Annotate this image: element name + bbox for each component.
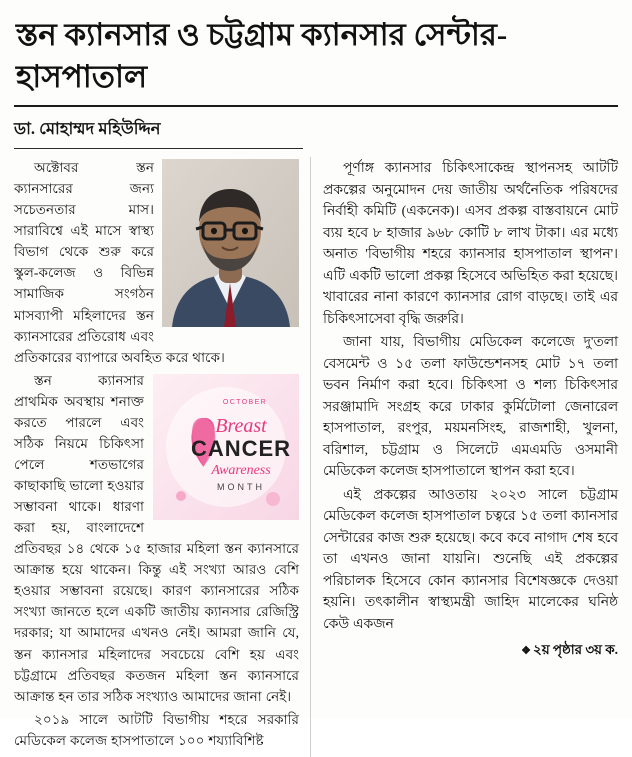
right-paragraph-2: জানা যায়, বিভাগীয় মেডিকেল কলেজে দু'তলা বেসমেন্ট ও ১৫ তলা ফাউন্ডেশনসহ মোট ১৭ তলা ভবন নির্মাণ করা হবে। চিকিৎসা ও শল্য চিকিৎসার সরঞ্জামাদি সংগ্রহ করে ঢাকার কুর্মিটোলা জেনারেল হাসপাতাল, রংপুর, ময়মনসিংহ, রাজশাহী, খুলনা, বরিশাল, চট্টগ্রাম ও সিলেটে এমএমডি ওসমানী মেডিকেল কলেজ হাসপাতালে স্থাপন করা হবে।	[323, 334, 618, 479]
headline-container	[14, 10, 618, 107]
continuation-text: ২য় পৃষ্ঠার ৩য় ক.	[532, 642, 618, 658]
svg-text:Breast: Breast	[215, 414, 267, 437]
right-paragraph-1: পূর্ণাঙ্গ ক্যানসার চিকিৎসাকেন্দ্র স্থাপনসহ আটটি প্রকল্পের অনুমোদন দেয় জাতীয় অর্থনৈতিক পরিষদের নির্বাহী কমিটি (একনেক)। এসব প্রকল্প বাস্তবায়নে মোট ব্যয় হবে ৮ হাজার ৯৬৮ কোটি ৮ লাখ টাকা। এর মধ্যে অনাত 'বিভাগীয় শহরে ক্যানসার হাসপাতাল স্থাপন'। এটি একটি ভালো প্রকল্প হিসেবে অভিহিত করা হয়েছে। খাবারের নানা কারণে ক্যানসার রোগ বাড়ছে। তাই এর চিকিৎসাসেবা বৃদ্ধি জরুরি।	[323, 160, 618, 326]
page-inner	[14, 10, 618, 748]
awareness-badge-image	[153, 374, 299, 520]
left-paragraph-2: স্তন ক্যানসার প্রাথমিক অবস্থায় শনাক্ত করতে পারলে এবং সঠিক নিয়মে চিকিৎসা পেলে শতভাগের কাছাকাছি ভালো হওয়ার সম্ভাবনা থাকে। ধারণা করা হয়, বাংলাদেশে প্রতিবছর ১৪ থেকে ১৫ হাজার মহিলা স্তন ক্যানসারে আক্রান্ত হয়ে থাকেন। কিন্তু এই সংখ্যা আরও বেশি হওয়ার সম্ভাবনা রয়েছে। কারণ ক্যানসারের সঠিক সংখ্যা জানতে হলে একটি জাতীয় ক্যানসার রেজিস্ট্রি দরকার; যা আমাদের এখনও নেই। আমরা জানি যে, স্তন ক্যানসার মহিলাদের সবচেয়ে বেশি হয় এবং চট্টগ্রামে প্রতিবছর কতজন মহিলা স্তন ক্যানসারে আক্রান্ত হন তার সঠিক সংখ্যাও আমাদের জানা নেই।	[14, 372, 299, 704]
left-paragraph-1: অক্টোবর স্তন ক্যানসারের জন্য সচেতনতার মাস। সারাবিশ্বে এই মাসে স্বাস্থ্য বিভাগ থেকে শুরু করে স্কুল-কলেজ ও বিভিন্ন সামাজিক সংগঠন মাসব্যাপী মহিলাদের স্তন ক্যানসারের প্রতিরোধ এবং প্রতিকারের ব্যাপারে অবহিত করে থাকে।	[14, 160, 225, 365]
svg-text:CANCER: CANCER	[190, 435, 292, 461]
svg-text:MONTH: MONTH	[217, 481, 265, 492]
article-columns	[14, 157, 618, 757]
left-paragraph-3: ২০১৯ সালে আটটি বিভাগীয় শহরে সরকারি মেডিকেল কলেজ হাসপাতালে ১০০ শয্যাবিশিষ্ট	[14, 711, 299, 748]
continuation-note	[323, 640, 618, 662]
right-paragraph-3: এই প্রকল্পের আওতায় ২০২৩ সালে চট্টগ্রাম মেডিকেল কলেজ হাসপাতাল চত্বরে ১৫ তলা ক্যানসার সেন্টারের কাজ শুরু হয়েছে। কবে কবে নাগাদ শেষ হবে তা এখনও জানা যায়নি। শুনেছি এই প্রকল্পের পরিচালক হিসেবে কোন ক্যানসার বিশেষজ্ঞকে দেওয়া হয়নি। তৎকালীন স্বাস্থ্যমন্ত্রী জাহিদ মালেকের ঘনিষ্ঠ কেউ একজন	[323, 486, 618, 631]
breast-cancer-awareness-badge	[153, 374, 299, 520]
author-portrait-image	[162, 159, 299, 327]
author-portrait	[162, 159, 299, 327]
page-title: স্তন ক্যানসার ও চট্টগ্রাম ক্যানসার সেন্টার-হাসপাতাল	[16, 17, 508, 94]
left-column	[14, 157, 311, 757]
svg-text:OCTOBER: OCTOBER	[222, 398, 268, 406]
byline-row	[14, 116, 303, 149]
svg-text:Awareness: Awareness	[211, 462, 271, 478]
bullet-icon: ❖	[521, 645, 531, 658]
author-byline: ডা. মোহাম্মদ মহিউদ্দিন	[14, 119, 161, 139]
right-column	[311, 157, 618, 757]
